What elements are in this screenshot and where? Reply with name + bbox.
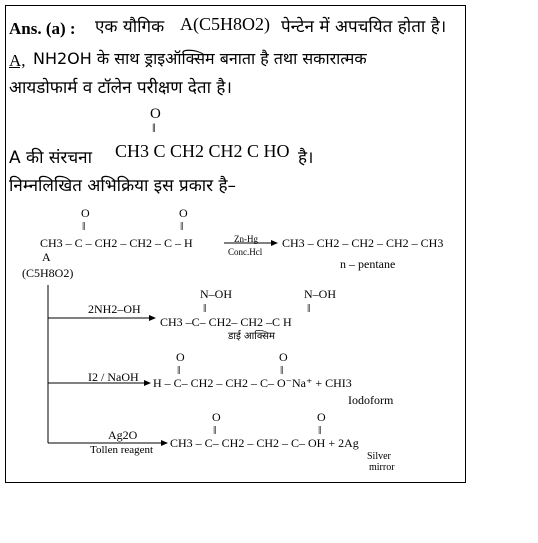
branch1-noh1: N–OH [200, 287, 232, 301]
main-bond2: ‖ [180, 219, 184, 233]
branch2-o2: O [279, 350, 288, 364]
branch3-reagent-top: Ag2O [108, 428, 138, 442]
intro-line2: NH2OH के साथ ड्राइऑक्सिम बनाता है तथा सकारात्मक [33, 49, 367, 68]
branch1-reagent: 2NH2–OH [88, 302, 141, 316]
structure-oxygen: O [150, 106, 161, 122]
branch2-reagent: I2 / NaOH [88, 370, 139, 384]
branch1-bond1: ‖ [203, 301, 207, 315]
branch1-bond2: ‖ [307, 301, 311, 315]
main-product: CH3 – CH2 – CH2 – CH2 – CH3 [282, 236, 444, 250]
structure-label: A की संरचना [9, 148, 92, 168]
branch1-product-name: डाई आक्सिम [228, 331, 275, 342]
branch1-product: CH3 –C– CH2– CH2 –C H [160, 315, 292, 329]
compound-a-ref: A, [9, 51, 26, 70]
main-o1: O [81, 206, 90, 220]
main-reagent-bottom: Conc.Hcl [228, 247, 263, 257]
branch3-product: CH3 – C– CH2 – CH2 – C– OH + 2Ag [170, 436, 359, 450]
branch3-reagent-bottom: Tollen reagent [90, 444, 154, 456]
structure-tail: है। [298, 148, 314, 168]
structure-double-bond: ‖ [152, 120, 156, 135]
branch2-bond1: ‖ [177, 363, 181, 377]
answer-label: Ans. (a) : [9, 19, 76, 38]
branch2-product: H – C– CH2 – CH2 – C– O⁻Na⁺ + CHI3 [153, 376, 352, 390]
intro-line1-hindi: एक यौगिक [95, 17, 165, 37]
main-product-name: n – pentane [340, 257, 396, 271]
compound-formula: A(C5H8O2) [180, 14, 270, 34]
branch3-bond2: ‖ [318, 423, 322, 437]
branch3-bond1: ‖ [213, 423, 217, 437]
branch1-noh2: N–OH [304, 287, 336, 301]
main-a-label: A [42, 250, 51, 264]
branch3-silver-line2: mirror [369, 462, 395, 473]
branch3-o1: O [212, 410, 221, 424]
branch2-product-name: Iodoform [348, 393, 394, 407]
main-o2: O [179, 206, 188, 220]
main-reagent-top: Zn-Hg [234, 234, 258, 244]
branch2-bond2: ‖ [280, 363, 284, 377]
reactions-heading: निम्नलिखित अभिक्रिया इस प्रकार है– [9, 176, 237, 196]
main-reactant: CH3 – C – CH2 – CH2 – C – H [40, 236, 193, 250]
structure-formula: CH3 C CH2 CH2 C HO [115, 141, 290, 161]
intro-line3: आयडोफार्म व टॉलेन परीक्षण देता है। [9, 78, 232, 98]
branch3-silver-line1: Silver [367, 451, 391, 462]
main-bond1: ‖ [82, 219, 86, 233]
branch3-o2: O [317, 410, 326, 424]
intro-line1-tail: पेन्टेन में अपचयित होता है। [281, 17, 447, 37]
branch2-o1: O [176, 350, 185, 364]
main-a-formula: (C5H8O2) [22, 266, 74, 280]
